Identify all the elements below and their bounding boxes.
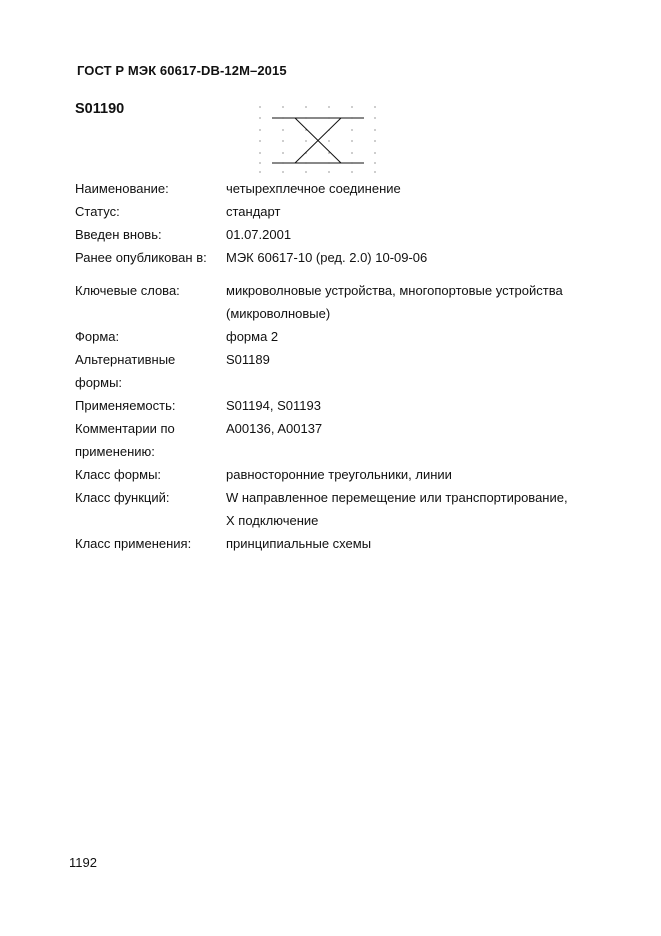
property-row-keywords	[75, 279, 615, 325]
property-row-status	[75, 200, 615, 223]
property-value	[226, 486, 615, 532]
property-row-name	[75, 177, 615, 200]
grid-dot	[374, 129, 375, 130]
property-row-introduced	[75, 223, 615, 246]
document-header: ГОСТ Р МЭК 60617-DB-12M–2015	[77, 63, 287, 78]
property-value: четырехплечное соединение	[226, 181, 401, 196]
grid-dot	[282, 129, 283, 130]
property-row-application-class	[75, 532, 615, 555]
symbol-code: S01190	[75, 101, 125, 117]
grid-dot	[351, 129, 352, 130]
grid-dot	[259, 106, 260, 107]
property-label	[75, 348, 226, 394]
grid-dot	[282, 171, 283, 172]
property-row-shape-class	[75, 463, 615, 486]
property-value: стандарт	[226, 204, 281, 219]
properties-table	[75, 177, 615, 555]
property-value: S01194, S01193	[226, 398, 321, 413]
property-value: МЭК 60617-10 (ред. 2.0) 10-09-06	[226, 250, 428, 265]
property-label: Статус:	[75, 204, 120, 219]
property-label: Наименование:	[75, 181, 169, 196]
property-label-line: применению:	[75, 444, 155, 459]
property-value: принципиальные схемы	[226, 536, 372, 551]
grid-dot	[305, 140, 306, 141]
grid-dot	[328, 140, 329, 141]
property-label-line: формы:	[75, 375, 123, 390]
property-label: Класс функций:	[75, 490, 170, 505]
property-label: Ключевые слова:	[75, 283, 180, 298]
property-label	[75, 417, 226, 463]
property-value-line: X подключение	[226, 513, 319, 528]
grid-dot	[259, 129, 260, 130]
grid-dot	[351, 152, 352, 153]
property-label: Ранее опубликован в:	[75, 250, 207, 265]
grid-dot	[282, 152, 283, 153]
property-label: Введен вновь:	[75, 227, 162, 242]
property-value: 01.07.2001	[226, 227, 292, 242]
grid-dot	[374, 152, 375, 153]
grid-dot	[351, 140, 352, 141]
property-value: A00136, A00137	[226, 421, 323, 436]
grid-dot	[259, 162, 260, 163]
property-value: S01189	[226, 352, 270, 367]
grid-dot	[259, 152, 260, 153]
grid-dot	[374, 106, 375, 107]
property-value-line: (микроволновые)	[226, 306, 331, 321]
grid-dot	[305, 171, 306, 172]
grid-dot	[374, 117, 375, 118]
property-row-form	[75, 325, 615, 348]
grid-dot	[328, 171, 329, 172]
property-value	[226, 279, 615, 325]
property-label: Класс применения:	[75, 536, 192, 551]
property-label-line: Альтернативные	[75, 352, 176, 367]
property-row-function-class	[75, 486, 615, 532]
property-value: форма 2	[226, 329, 279, 344]
grid-dot	[351, 171, 352, 172]
property-value: равносторонние треугольники, линии	[226, 467, 452, 482]
property-value-line: микроволновые устройства, многопортовые устройства	[226, 283, 563, 298]
grid-dot	[374, 162, 375, 163]
grid-dot	[328, 106, 329, 107]
property-row-previously-published	[75, 246, 615, 269]
property-label: Форма:	[75, 329, 120, 344]
property-value-line: W направленное перемещение или транспортирование,	[226, 490, 568, 505]
section-gap	[75, 269, 615, 279]
property-label: Применяемость:	[75, 398, 176, 413]
grid-dot	[282, 140, 283, 141]
grid-dot	[259, 171, 260, 172]
grid-dot	[282, 106, 283, 107]
four-port-crossover-symbol-icon	[254, 104, 384, 174]
grid-dot	[259, 117, 260, 118]
property-row-applicability	[75, 394, 615, 417]
grid-dot	[374, 171, 375, 172]
grid-dot	[305, 106, 306, 107]
property-row-application-notes	[75, 417, 615, 463]
page-number: 1192	[69, 855, 97, 870]
grid-dot	[328, 152, 329, 153]
property-row-alternative-forms	[75, 348, 615, 394]
grid-dot	[374, 140, 375, 141]
property-label-line: Комментарии по	[75, 421, 175, 436]
grid-dot	[259, 140, 260, 141]
grid-dot	[351, 106, 352, 107]
property-label: Класс формы:	[75, 467, 162, 482]
